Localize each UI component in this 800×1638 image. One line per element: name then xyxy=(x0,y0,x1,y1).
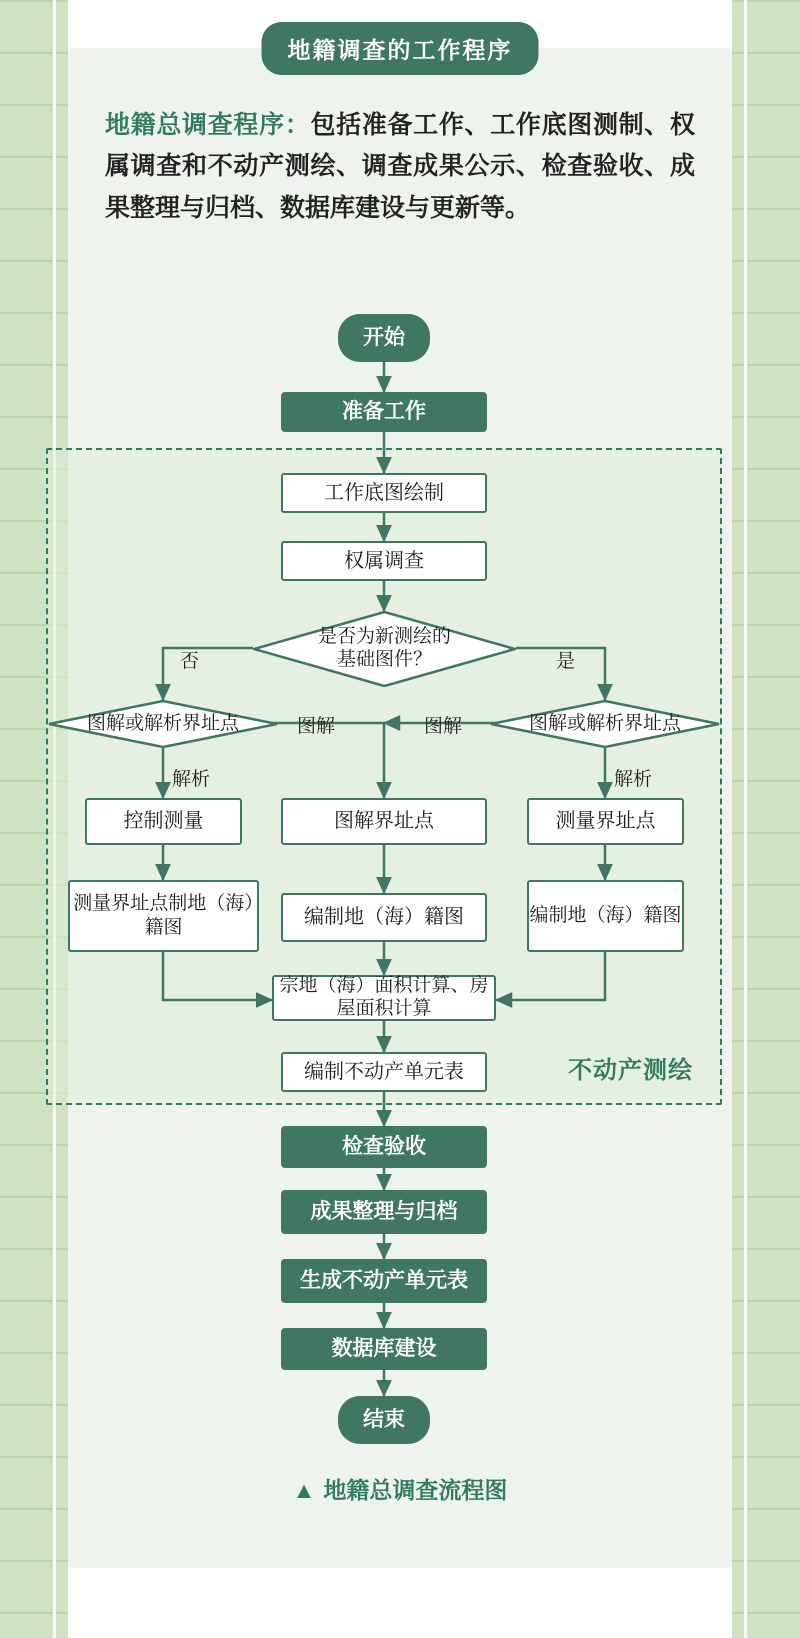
node-right-cadastral-map-label: 编制地（海）籍图 xyxy=(529,905,682,927)
node-area-calculation-label: 宗地（海）面积计算、房屋面积计算 xyxy=(279,975,489,1019)
node-database-construction-label: 数据库建设 xyxy=(331,1336,437,1360)
decorative-stripe-right xyxy=(732,0,800,1638)
node-basemap-label: 工作底图绘制 xyxy=(324,481,444,504)
node-generate-unit-table[interactable] xyxy=(281,1259,487,1303)
edge-label-left-analytic: 解析 xyxy=(172,769,211,790)
node-left-cadastral-map-label: 测量界址点制地（海）籍图 xyxy=(73,893,254,938)
node-basemap[interactable] xyxy=(281,473,487,513)
node-control-survey[interactable] xyxy=(85,798,242,845)
node-compile-unit-table[interactable] xyxy=(281,1052,487,1092)
node-right-cadastral-map[interactable] xyxy=(527,880,684,952)
node-start-label: 开始 xyxy=(363,325,405,349)
node-inspection-label: 检查验收 xyxy=(342,1134,426,1158)
node-archive-label: 成果整理与归档 xyxy=(310,1199,458,1223)
node-left-cadastral-map[interactable] xyxy=(68,880,259,952)
node-end[interactable] xyxy=(338,1396,430,1444)
figure-caption xyxy=(293,1472,508,1505)
node-right-branch-decision[interactable] xyxy=(490,700,720,748)
page-title: 地籍调查的工作程序 xyxy=(262,22,539,75)
node-compile-unit-table-label: 编制不动产单元表 xyxy=(304,1060,464,1083)
node-mid-cadastral-map-label: 编制地（海）籍图 xyxy=(304,906,464,928)
node-mid-cadastral-map[interactable] xyxy=(281,893,487,942)
node-start[interactable] xyxy=(338,314,430,362)
node-end-label: 结束 xyxy=(363,1407,405,1431)
intro-paragraph xyxy=(105,105,695,229)
node-ownership-survey[interactable] xyxy=(281,541,487,581)
edge-label-no: 否 xyxy=(180,651,200,672)
node-prepare-label: 准备工作 xyxy=(342,399,426,423)
node-archive[interactable] xyxy=(281,1190,487,1234)
node-left-branch-decision[interactable] xyxy=(48,700,278,748)
node-generate-unit-table-label: 生成不动产单元表 xyxy=(300,1268,468,1292)
edge-label-yes: 是 xyxy=(556,651,576,672)
node-ownership-survey-label: 权属调查 xyxy=(344,549,424,572)
edge-label-right-graphic: 图解 xyxy=(424,716,463,737)
node-measure-boundary-points-label: 测量界址点 xyxy=(555,810,656,832)
intro-lead: 地籍总调查程序： xyxy=(105,111,311,139)
intro-body: 包括准备工作、工作底图测制、权属调查和不动产测绘、调查成果公示、检查验收、成果整理与归档、数据库建设与更新等。 xyxy=(105,111,695,222)
node-graphic-boundary-points-label: 图解界址点 xyxy=(334,810,434,832)
node-area-calculation[interactable] xyxy=(272,975,496,1021)
node-left-branch-label: 图解或解析界址点 xyxy=(86,713,239,735)
node-right-branch-label: 图解或解析界址点 xyxy=(528,713,681,735)
node-inspection[interactable] xyxy=(281,1126,487,1168)
node-graphic-boundary-points[interactable] xyxy=(281,798,487,845)
figure-caption-text: 地籍总调查流程图 xyxy=(323,1477,508,1503)
node-decision-new-survey[interactable] xyxy=(253,611,516,687)
edge-label-right-analytic: 解析 xyxy=(614,769,653,790)
node-database-construction[interactable] xyxy=(281,1328,487,1370)
edge-label-left-graphic: 图解 xyxy=(297,716,336,737)
node-decision-label: 是否为新测绘的基础图件？ xyxy=(317,626,451,670)
group-label-real-estate-survey: 不动产测绘 xyxy=(568,1057,693,1084)
node-prepare[interactable] xyxy=(281,392,487,432)
node-control-survey-label: 控制测量 xyxy=(123,810,204,832)
node-measure-boundary-points[interactable] xyxy=(527,798,684,845)
triangle-marker-icon: ▲ xyxy=(292,1477,316,1503)
